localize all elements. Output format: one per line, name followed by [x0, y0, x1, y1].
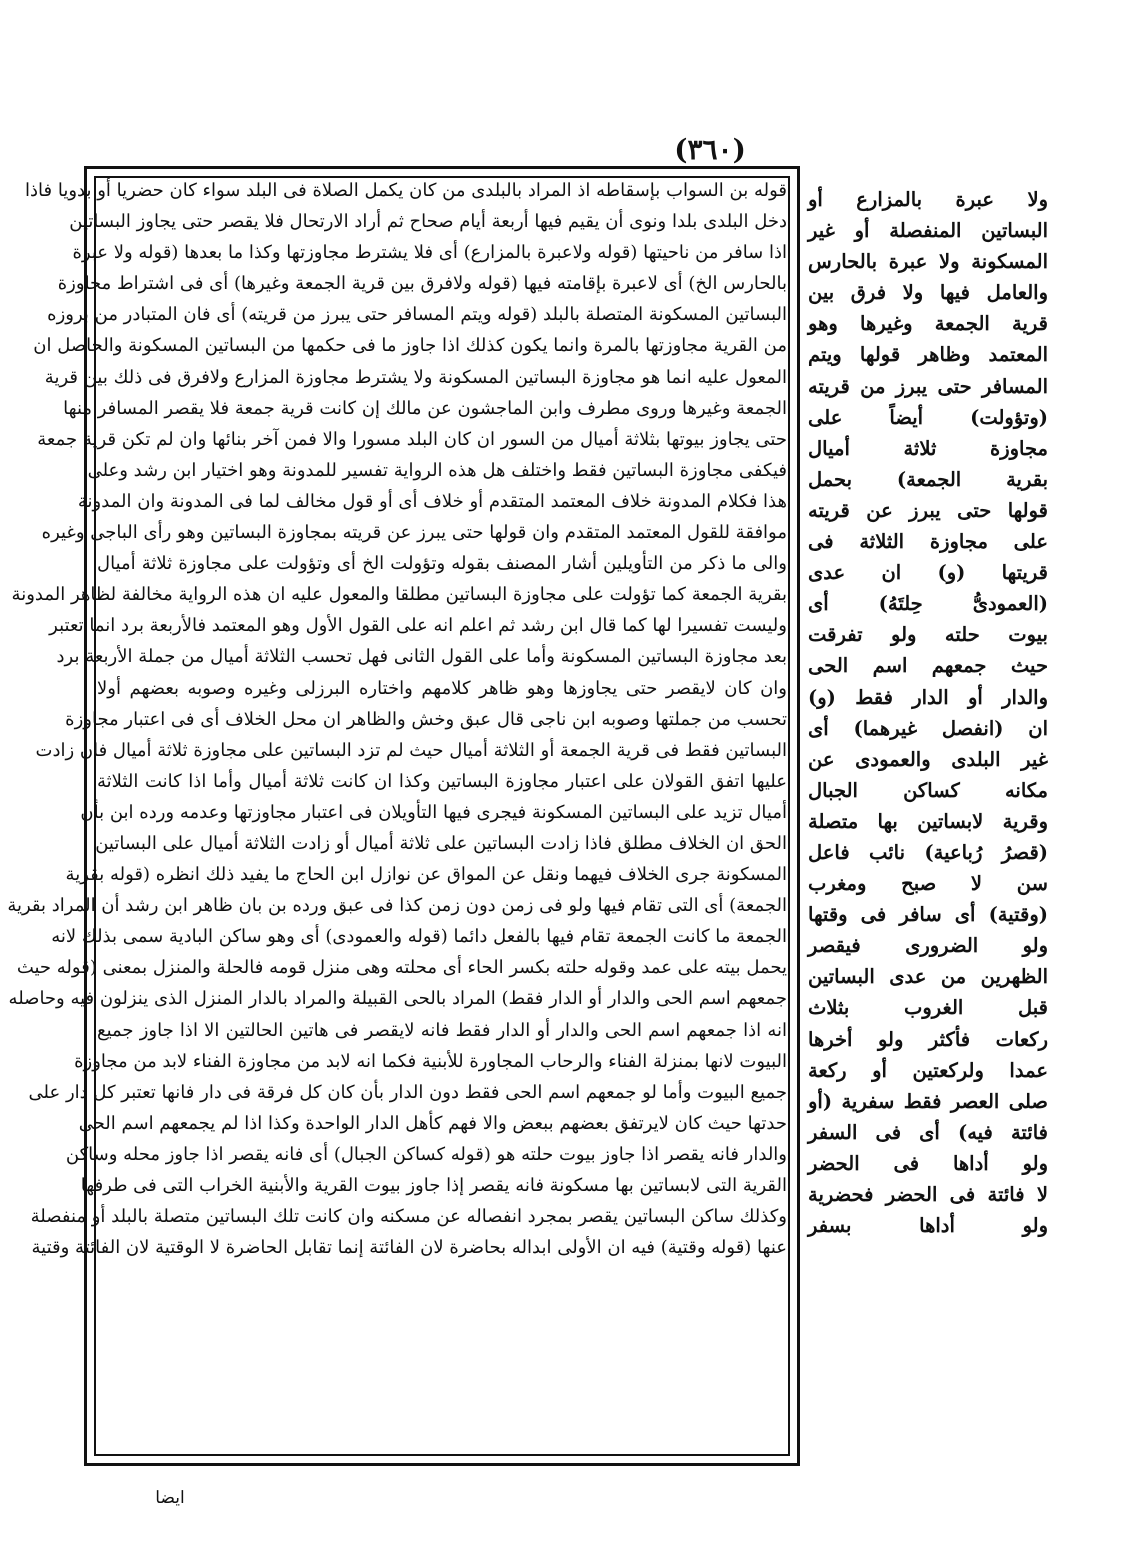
margin-line: المعتمد وظاهر قولها ويتم [808, 343, 1048, 367]
text-line: وليست تفسيرا لها كما قال ابن رشد ثم اعلم انه على القول الأول وهو المعتمد فالأربعة برد انما تعتبر [49, 615, 787, 637]
text-line: وان كان لايقصر حتى يجاوزها وهو ظاهر كلامهم واختاره البرزلى وغيره وصوبه بعضهم أولا [97, 677, 787, 699]
text-line: يحمل بيته على عمد وقوله حلته بكسر الحاء أى محلته وهى منزل قومه فالحلة والمنزل بمعنى (قوله حيث [16, 957, 787, 979]
text-line: الجمعة ما كانت الجمعة تقام فيها بالفعل دائما (قوله والعمودى) أى وهو ساكن البادية سمى بذلك لانه [51, 926, 787, 948]
text-line: بالحارس الخ) أى لاعبرة بإقامته فيها (قوله ولافرق بين قرية الجمعة وغيرها) أى فى اشتراط مجاوزة [57, 273, 787, 295]
text-line: الجمعة) أى التى تقام فيها ولو فى زمن دون زمن كذا فى عبق ورده بن بان ظاهر ابن رشد أن المراد بقرية [7, 895, 787, 917]
text-line: عليها اتفق القولان على اعتبار مجاوزة البساتين وكذا ان كانت ثلاثة أميال وأما اذا كانت الثلاثة [97, 770, 787, 792]
margin-line: المسكونة ولا عبرة بالحارس [808, 250, 1048, 274]
catchword: ايضا [155, 1488, 185, 1508]
text-line: وكذلك ساكن البساتين يقصر بمجرد انفصاله عن مسكنه وان كانت تلك البساتين متصلة بالبلد أو منفصلة [30, 1206, 787, 1228]
text-line: حتى يجاوز بيوتها بثلاثة أميال من السور ان كان البلد مسورا والا فمن آخر بنائها وان لم تكن قرية جمعة [37, 428, 787, 450]
margin-line: ولو أداها فى الحضر [808, 1151, 1048, 1175]
text-line: بعد مجاوزة البساتين المسكونة وأما على القول الثانى فهل تحسب الثلاثة أميال من جملة الأربعة برد [56, 646, 787, 668]
text-line: البساتين فقط فى قرية الجمعة أو الثلاثة أميال حيث لم تزد البساتين على مجاوزة ثلاثة أميال فان زادت [35, 739, 787, 761]
margin-line: قبل الغروب بثلاث [808, 996, 1048, 1020]
margin-line: الظهرين من عدى البساتين [808, 965, 1048, 989]
text-line: حدتها حيث كان لايرتفق بعضهم ببعض والا فهم كأهل الدار الواحدة وكذا اذا لم يجمعهم اسم الحى [78, 1112, 787, 1134]
margin-line: على مجاوزة الثلاثة فى [808, 530, 1048, 554]
text-line: والى ما ذكر من التأويلين أشار المصنف بقوله وتؤولت الخ أى وتؤولت على مجاوزة ثلاثة أميال [97, 553, 787, 575]
margin-line: البساتين المنفصلة أو غير [808, 219, 1048, 243]
text-line: جميع البيوت وأما لو جمعهم اسم الحى فقط دون الدار بأن كان كل فرقة فى دار فانها تعتبر كل دار على [28, 1081, 787, 1103]
text-line: اذا سافر من ناحيتها (قوله ولاعبرة بالمزارع) أى فلا يشترط مجاوزتها وكذا ما بعدها (قوله ولا عبرة [72, 242, 787, 264]
text-line: بقرية الجمعة كما تؤولت على مجاوزة البساتين مطلقا والمعول عليه ان هذه الرواية مخالفة لظاهر المدونة [11, 584, 787, 606]
margin-line: ركعات فأكثر ولو أخرها [808, 1027, 1048, 1051]
margin-line: ولو أداها بسفر [808, 1214, 1048, 1238]
text-line: من القرية مجاوزتها بالمرة وانما يكون كذلك اذا جاوز ما فى حكمها من البساتين المسكونة والحاصل ان [33, 335, 787, 357]
text-line: عنها (قوله وقتية) فيه ان الأولى ابداله بحاضرة لان الفائتة إنما تقابل الحاضرة لا الوقتية لان الفائتة وقتية [31, 1237, 787, 1259]
margin-line: ولا عبرة بالمزارع أو [808, 188, 1048, 211]
text-line: جمعهم اسم الحى والدار أو الدار فقط) المراد بالحى القبيلة والمراد بالدار المنزل الذى ينزلون فيه وحاصله [8, 988, 787, 1010]
margin-line: ان (انفصل غيرهما) أى [808, 716, 1048, 740]
page-number: (٣٦٠) [674, 133, 746, 166]
main-commentary-text [7, 175, 787, 1457]
margin-line: مجاوزة ثلاثة أميال [808, 436, 1048, 460]
margin-line: (العمودىُّ حِلتَهُ) أى [808, 592, 1048, 616]
margin-line: مكانه كساكن الجبال [808, 778, 1048, 802]
text-line: القرية التى لابساتين بها مسكونة فانه يقصر إذا جاوز بيوت القرية والأبنية الخراب التى فى طرفها [80, 1175, 787, 1196]
margin-line: والدار أو الدار فقط (و) [808, 685, 1048, 709]
margin-line: بقرية الجمعة) بحمل [808, 467, 1048, 491]
main-text-frame [7, 166, 800, 1466]
text-line: دخل البلدى بلدا ونوى أن يقيم فيها أربعة أيام صحاح ثم أراد الارتحال فلا يقصر حتى يجاوز البساتين [69, 211, 787, 233]
text-line: والدار فانه يقصر اذا جاوز بيوت حلته هو (قوله كساكن الجبال) أى فانه يقصر اذا جاوز محله وساكن [65, 1143, 787, 1165]
text-line: فيكفى مجاوزة البساتين فقط واختلف هل هذه الرواية تفسير للمدونة وهو اختيار ابن رشد وعلى [87, 459, 787, 481]
text-line: المسكونة جرى الخلاف فيهما ونقل عن المواق عن نوازل ابن الحاج ما يفيد ذلك انظره (قوله بقرية [65, 864, 787, 886]
margin-line: بيوت حلته ولو تفرقت [808, 623, 1048, 647]
margin-line: قولها حتى يبرز عن قريته [808, 498, 1048, 522]
text-line: هذا فكلام المدونة خلاف المعتمد المتقدم أو خلاف أى أو قول مخالف لما فى المدونة وان المدونة [77, 490, 787, 512]
text-line: تحسب من جملتها وصوبه ابن ناجى قال عبق وخش والظاهر ان محل الخلاف أى فى اعتبار مجاوزة [65, 708, 787, 730]
margin-line: قرية الجمعة وغيرها وهو [808, 312, 1048, 336]
margin-line: (وتؤولت) أيضاً على [808, 405, 1048, 429]
text-line: البيوت لانها بمنزلة الفناء والرحاب المجاورة للأبنية فكما انه لابد من مجاوزة الفناء لابد من مجاوزة [74, 1050, 787, 1072]
text-line: الحق ان الخلاف مطلق فاذا زادت البساتين على ثلاثة أميال أو زادت الثلاثة أميال على البساتين [95, 832, 787, 854]
margin-line: حيث جمعهم اسم الحى [808, 654, 1048, 678]
text-line: موافقة للقول المعتمد المتقدم وان قولها حتى يبرز عن قريته بمجاوزة البساتين وهو رأى الباجى وغيره [41, 522, 787, 544]
text-line: البساتين المسكونة المتصلة بالبلد (قوله ويتم المسافر حتى يبرز من قريته) أى فان المتبادر من بروزه [47, 304, 787, 326]
margin-line: فائتة فيه) أى فى السفر [808, 1120, 1048, 1144]
margin-line: والعامل فيها ولا فرق بين [808, 281, 1048, 305]
margin-line: صلى العصر فقط سفرية (أو [808, 1089, 1048, 1113]
text-line: قوله بن السواب بإسقاطه اذ المراد بالبلدى من كان يكمل الصلاة فى البلد سواء كان حضريا أو بدويا فاذا [25, 180, 787, 201]
margin-line: ولو الضرورى فيقصر [808, 934, 1048, 958]
text-line: الجمعة وغيرها وروى مطرف وابن الماجشون عن مالك إن كانت قرية جمعة فلا يقصر المسافر منها [63, 397, 787, 419]
margin-line: قريتها (و) ان عدى [808, 561, 1048, 585]
margin-line: لا فائتة فى الحضر فحضرية [808, 1183, 1048, 1206]
margin-matn-text [808, 184, 1048, 1474]
margin-line: سن لا صبح ومغرب [808, 872, 1048, 896]
margin-line: عمدا ولركعتين أو ركعة [808, 1058, 1048, 1082]
margin-line: المسافر حتى يبرز من قريته [808, 374, 1048, 398]
text-line: المعول عليه انما هو مجاوزة البساتين المسكونة ولا يشترط مجاوزة المزارع ولافرق فى ذلك بين قرية [44, 366, 787, 388]
margin-line: غير البلدى والعمودى عن [808, 747, 1048, 771]
margin-line: وقرية لابساتين بها متصلة [808, 809, 1048, 833]
margin-line: (قصرُ رُباعية) نائب فاعل [808, 840, 1048, 864]
text-line: انه اذا جمعهم اسم الحى والدار أو الدار فقط فانه لايقصر فى هاتين الحالتين الا اذا جاوز جميع [97, 1019, 787, 1041]
text-line: أميال تزيد على البساتين المسكونة فيجرى فيها التأويلان فى اعتبار مجاوزتها وعدمه ورده ابن بأن [80, 801, 787, 823]
margin-line: (وقتية) أى سافر فى وقتها [808, 903, 1048, 927]
